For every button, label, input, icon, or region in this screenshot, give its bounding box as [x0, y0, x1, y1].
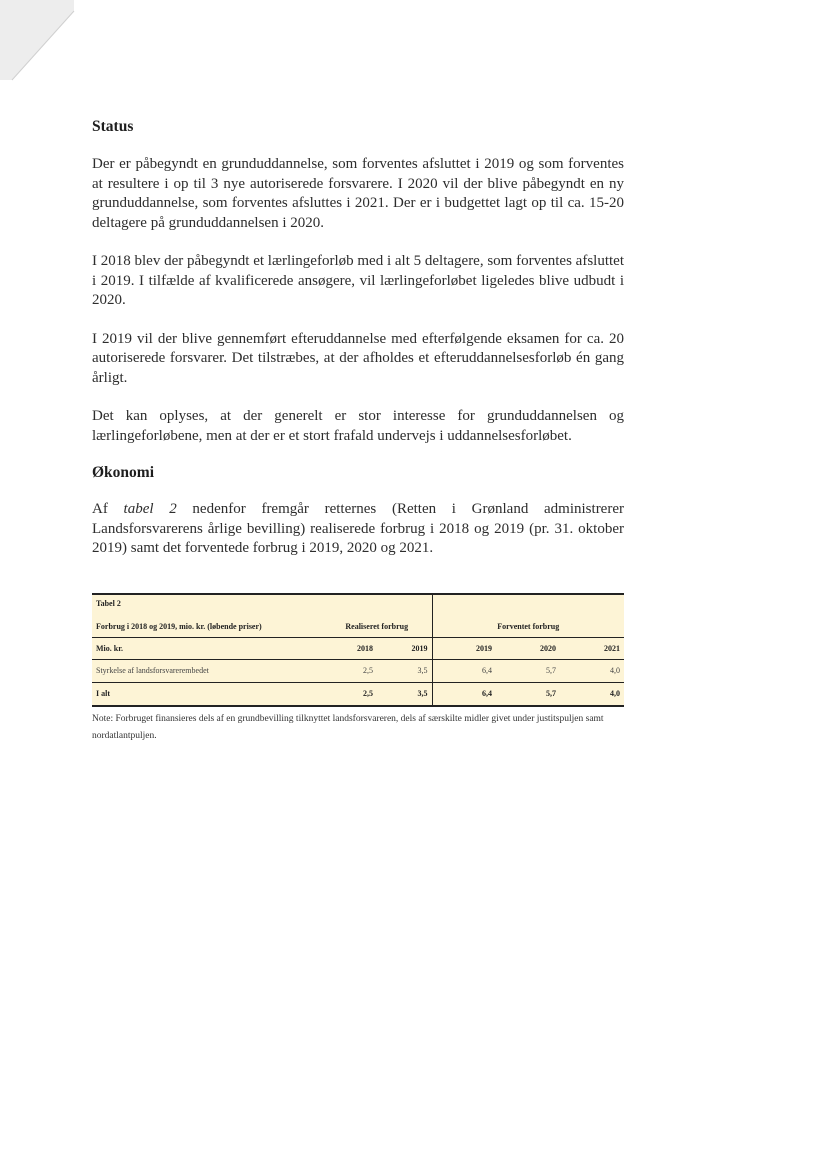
group-header-realized: Realiseret forbrug	[322, 617, 432, 638]
total-cell: 3,5	[377, 682, 432, 706]
table-subtitle: Forbrug i 2018 og 2019, mio. kr. (løbende priser)	[96, 622, 262, 631]
year-header: 2019	[432, 637, 496, 659]
total-label: I alt	[92, 682, 322, 706]
table-caption: Tabel 2	[92, 594, 432, 617]
page-corner-fold-icon	[0, 0, 80, 84]
table-note: Note: Forbruget finansieres dels af en grundbevilling tilknyttet landsforsvareren, dels af særskilte midler givet under justitspuljen samt nordatlantpuljen.	[92, 713, 604, 741]
economy-heading: Økonomi	[92, 464, 155, 481]
unit-label: Mio. kr.	[92, 637, 322, 659]
year-header: 2020	[496, 637, 560, 659]
group-header-expected: Forventet forbrug	[497, 622, 560, 631]
document-page	[92, 116, 624, 745]
table-reference: tabel 2	[123, 501, 177, 517]
row-label: Styrkelse af landsforsvarerembedet	[96, 666, 209, 675]
status-heading: Status	[92, 118, 134, 135]
total-cell: 4,0	[560, 682, 624, 706]
table-cell: 2,5	[363, 666, 373, 675]
economy-paragraph-rest: nedenfor fremgår retternes (Retten i Grønland administrerer Landsforsvarerens årlige bevilling) realiserede forbrug i 2018 og 2019 (pr. 31. oktober 2019) samt det forventede forbrug i 2019, 2020 og 2021.	[92, 501, 624, 556]
status-paragraph-4: Det kan oplyses, at der generelt er stor interesse for grunduddannelsen og lærlingeforløbene, men at der er et stort frafald undervejs i uddannelsesforløbet.	[92, 408, 624, 444]
economy-paragraph	[92, 500, 624, 559]
consumption-table	[92, 593, 624, 707]
table-cell: 6,4	[482, 666, 492, 675]
table-cell: 3,5	[377, 659, 432, 682]
table-row	[92, 659, 624, 682]
status-paragraph-1: Der er påbegyndt en grunduddannelse, som forventes afsluttet i 2019 og som forventes at resultere i op til 3 nye autoriserede forsvarere. I 2020 vil der blive påbegyndt en ny grunduddannelse, som forventes afsluttes i 2021. Der er i budgettet lagt op til ca. 15-20 deltagere på grunduddannelsen i 2020.	[92, 156, 624, 231]
total-cell: 2,5	[322, 682, 377, 706]
total-cell: 6,4	[432, 682, 496, 706]
status-paragraph-2: I 2018 blev der påbegyndt et lærlingeforløb med i alt 5 deltagere, som forventes afsluttet i 2019. I tilfælde af kvalificerede ansøgere, vil lærlingeforløbet ligeledes blive udbudt i 2020.	[92, 253, 624, 308]
table-cell: 5,7	[546, 666, 556, 675]
year-header: 2018	[322, 637, 377, 659]
total-row	[92, 682, 624, 706]
economy-paragraph-start: Af	[92, 501, 124, 517]
total-cell: 5,7	[496, 682, 560, 706]
year-header: 2021	[560, 637, 624, 659]
year-header: 2019	[377, 637, 432, 659]
table-2	[92, 593, 624, 745]
table-cell: 4,0	[610, 666, 620, 675]
status-paragraph-3: I 2019 vil der blive gennemført efteruddannelse med efterfølgende eksamen for ca. 20 autoriserede forsvarer. Det tilstræbes, at der afholdes et efteruddannelsesforløb én gang årligt.	[92, 330, 624, 386]
